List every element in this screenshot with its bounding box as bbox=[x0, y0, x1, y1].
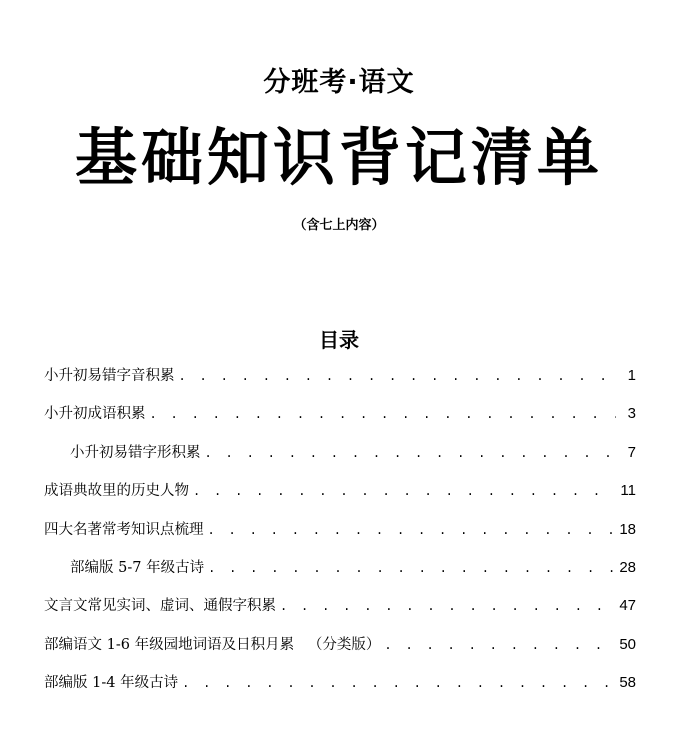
toc-page-number: 3 bbox=[627, 405, 636, 423]
toc-dot-leader bbox=[182, 676, 613, 690]
document-title: 基础知识背记清单 bbox=[74, 121, 603, 194]
toc-entry[interactable] bbox=[44, 479, 636, 517]
toc-entry[interactable] bbox=[44, 364, 636, 402]
toc-heading: 目录 bbox=[319, 328, 359, 352]
toc-entry[interactable] bbox=[44, 671, 636, 709]
toc-page-number: 7 bbox=[627, 443, 636, 461]
toc-entry[interactable] bbox=[44, 594, 636, 632]
toc-entry[interactable] bbox=[44, 518, 636, 556]
toc-page-number: 47 bbox=[619, 597, 636, 615]
toc-entry[interactable] bbox=[44, 633, 636, 671]
toc-dot-leader bbox=[205, 446, 617, 460]
toc-dot-leader bbox=[384, 638, 613, 652]
scope-note: （含七上内容） bbox=[293, 218, 385, 233]
toc-page-number: 18 bbox=[619, 520, 636, 538]
toc-page-number: 58 bbox=[619, 674, 636, 692]
toc-entry-title: 文言文常见实词、虚词、通假字积累 bbox=[44, 598, 276, 615]
toc-page-number: 28 bbox=[619, 558, 636, 576]
toc-entry-title: 部编版 1-4 年级古诗 bbox=[44, 675, 179, 692]
toc-entry-title: 四大名著常考知识点梳理 bbox=[44, 521, 204, 538]
toc-page-number: 11 bbox=[620, 482, 636, 500]
toc-page-number: 50 bbox=[619, 635, 636, 653]
toc-dot-leader bbox=[208, 561, 613, 575]
toc-entry-title: 部编语文 1-6 年级园地词语及日积月累 （分类版） bbox=[44, 636, 381, 653]
toc-entry[interactable] bbox=[44, 402, 636, 440]
toc-dot-leader bbox=[179, 369, 617, 383]
document-subtitle: 分班考·语文 bbox=[263, 67, 415, 98]
toc-entry-title: 小升初成语积累 bbox=[44, 406, 146, 423]
toc-entry-title: 成语典故里的历史人物 bbox=[44, 483, 189, 500]
toc-dot-leader bbox=[193, 484, 614, 498]
toc-entry-title: 小升初易错字形积累 bbox=[70, 444, 201, 461]
table-of-contents bbox=[44, 364, 636, 710]
toc-dot-leader bbox=[150, 407, 617, 421]
toc-dot-leader bbox=[280, 599, 613, 613]
toc-page-number: 1 bbox=[627, 367, 636, 384]
toc-entry[interactable] bbox=[44, 441, 636, 479]
toc-entry-title: 部编版 5-7 年级古诗 bbox=[70, 559, 205, 576]
toc-entry-title: 小升初易错字音积累 bbox=[44, 368, 175, 384]
toc-entry[interactable] bbox=[44, 556, 636, 594]
toc-dot-leader bbox=[208, 523, 614, 537]
